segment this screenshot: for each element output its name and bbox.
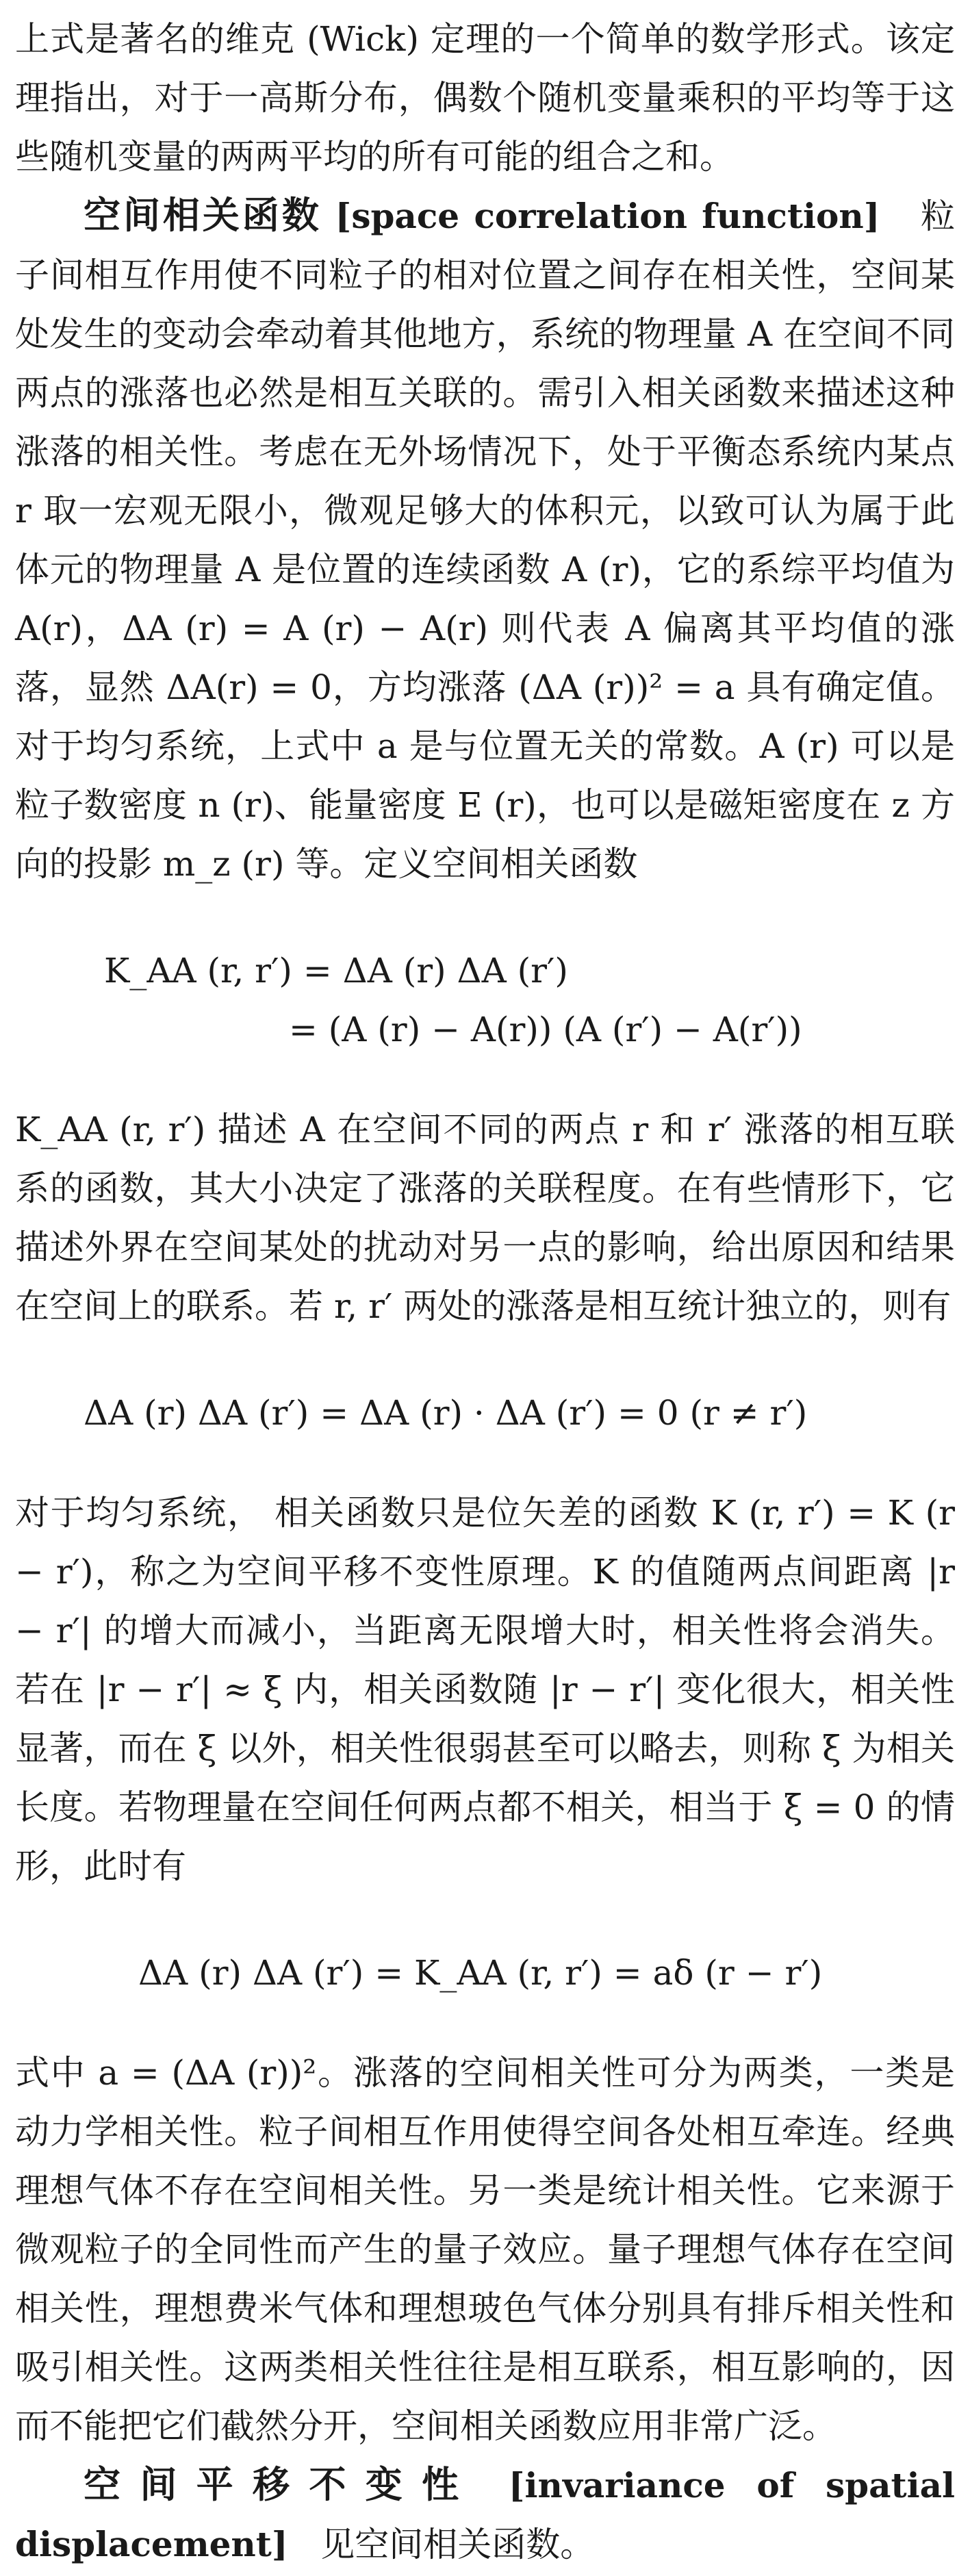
equation-correlation-definition — [15, 893, 955, 1100]
wick-theorem-paragraph: 上式是著名的维克 (Wick) 定理的一个简单的数学形式。该定理指出，对于一高斯分布，偶数个随机变量乘积的平均等于这些随机变量的两两平均的所有可能的组合之和。 — [15, 19, 955, 177]
entry-term-english: [space correlation function] — [335, 196, 880, 236]
entry-invariance-paragraph — [15, 2456, 955, 2574]
equation-delta-function: ΔA (r) ΔA (r′) = K_AA (r, r′) = aδ (r − r′) — [138, 1953, 823, 1993]
equation-independence — [15, 1336, 955, 1483]
entry-correlation-paragraph-3: 对于均匀系统， 相关函数只是位矢差的函数 K (r, r′) = K (r − r′)，称之为空间平移不变性原理。K 的值随两点间距离 |r − r′| 的增大而减小，当距离无限增大时，相关性将会消失。若在 |r − r′| ≈ ξ 内，相关函数随 |r − r′| 变化很大，相关性显著，而在 ξ 以外，相关性很弱甚至可以略去，则称 ξ 为相关长度。若物理量在空间任何两点都不相关，相当于 ξ = 0 的情形，此时有 — [15, 1493, 955, 1886]
entry-correlation-paragraph-2: K_AA (r, r′) 描述 A 在空间不同的两点 r 和 r′ 涨落的相互联系的函数，其大小决定了涨落的关联程度。在有些情形下，它描述外界在空间某处的扰动对另一点的影响，给出原因和结果在空间上的联系。若 r, r′ 两处的涨落是相互统计独立的，则有 — [15, 1110, 955, 1326]
entry-space-correlation-function — [15, 186, 955, 2456]
entry-invariance-of-spatial-displacement — [15, 2456, 955, 2574]
entry-correlation-paragraph-4: 式中 a = (ΔA (r))²。涨落的空间相关性可分为两类，一类是动力学相关性。粒子间相互作用使得空间各处相互牵连。经典理想气体不存在空间相关性。另一类是统计相关性。它来源于微观粒子的全同性而产生的量子效应。量子理想气体存在空间相关性，理想费米气体和理想玻色气体分别具有排斥相关性和吸引相关性。这两类相关性往往是相互联系，相互影响的，因而不能把它们截然分开，空间相关函数应用非常广泛。 — [15, 2053, 955, 2446]
entry-term-chinese: 空间相关函数 — [84, 194, 322, 237]
equation-line-1: K_AA (r, r′) = ΔA (r) ΔA (r′) — [104, 951, 568, 991]
entry-term-chinese: 空间平移不变性 — [84, 2463, 478, 2506]
entry-term-english: [invariance of spatial displacement] — [15, 2465, 955, 2564]
entry-cross-reference: 见空间相关函数。 — [320, 2525, 595, 2564]
equation-delta-correlation — [15, 1896, 955, 2043]
equation-independent-fluctuations: ΔA (r) ΔA (r′) = ΔA (r) · ΔA (r′) = 0 (r ≠ r′) — [84, 1393, 808, 1433]
equation-line-2: = (A (r) − A(r)) (A (r′) − A(r′)) — [289, 1010, 802, 1049]
entry-correlation-intro — [15, 186, 955, 893]
entry-correlation-paragraph-1: 粒子间相互作用使不同粒子的相对位置之间存在相关性，空间某处发生的变动会牵动着其他地方，系统的物理量 A 在空间不同两点的涨落也必然是相互关联的。需引入相关函数来描述这种涨落的相关性。考虑在无外场情况下，处于平衡态系统内某点 r 取一宏观无限小，微观足够大的体积元，以致可认为属于此体元的物理量 A 是位置的连续函数 A (r)，它的系综平均值为 A(r)，ΔA (r) = A (r) − A(r) 则代表 A 偏离其平均值的涨落，显然 ΔA(r) = 0，方均涨落 (ΔA (r))² = a 具有确定值。对于均匀系统，上式中 a 是与位置无关的常数。A (r) 可以是粒子数密度 n (r)、能量密度 E (r)，也可以是磁矩密度在 z 方向的投影 m_z (r) 等。定义空间相关函数 — [15, 196, 956, 884]
